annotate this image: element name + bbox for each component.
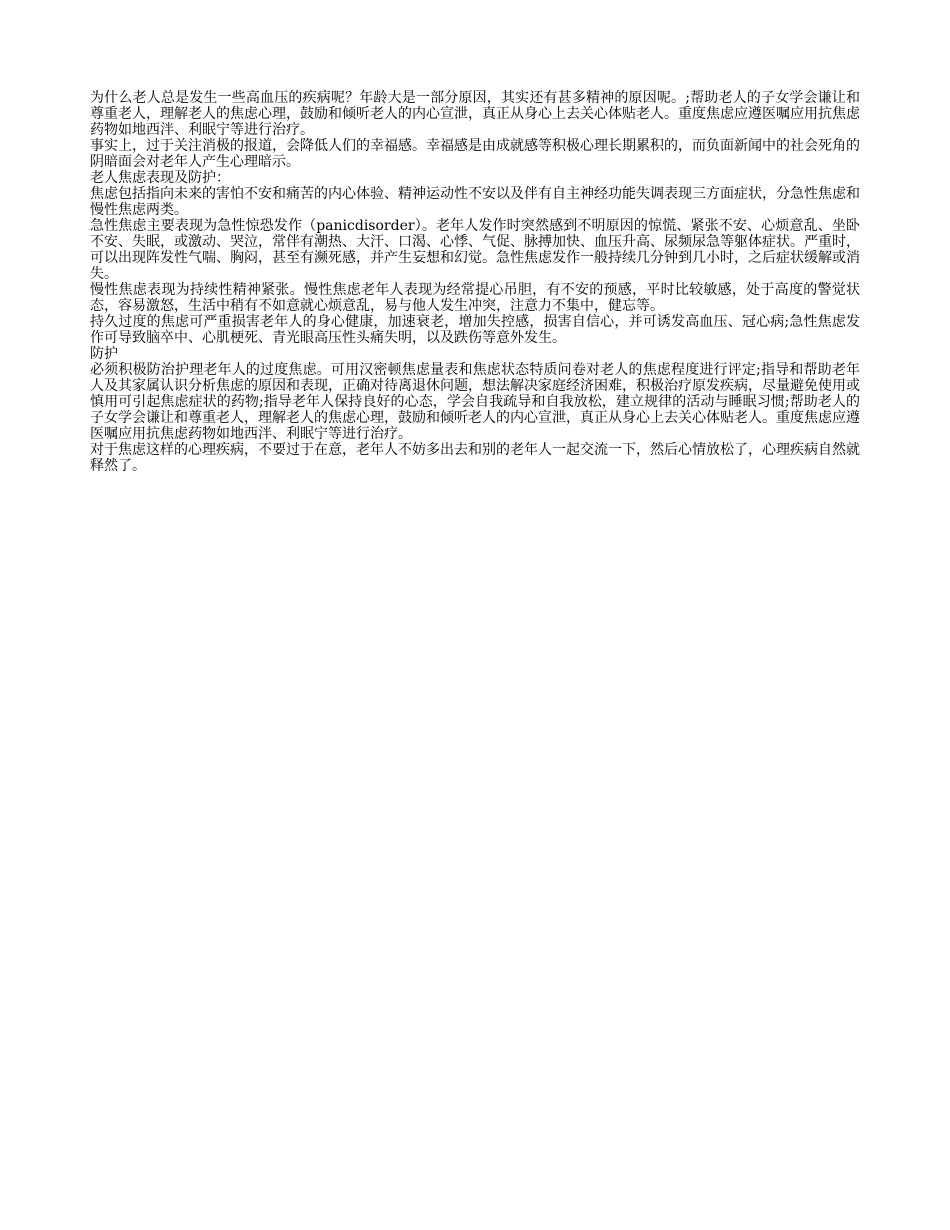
document-page: [90, 90, 860, 474]
negative-news-paragraph: 事实上，过于关注消极的报道，会降低人们的幸福感。幸福感是由成就感等积极心理长期累积的，而负面新闻中的社会死角的阴暗面会对老年人产生心理暗示。: [90, 138, 860, 170]
intro-paragraph: 为什么老人总是发生一些高血压的疾病呢？年龄大是一部分原因，其实还有甚多精神的原因呢。;帮助老人的子女学会谦让和尊重老人，理解老人的焦虑心理，鼓励和倾听老人的内心宣泄，真正从身心上去关心体贴老人。重度焦虑应遵医嘱应用抗焦虑药物如地西泮、利眠宁等进行治疗。: [90, 90, 860, 138]
acute-anxiety-paragraph: 急性焦虑主要表现为急性惊恐发作（panicdisorder）。老年人发作时突然感到不明原因的惊慌、紧张不安、心烦意乱、坐卧不安、失眠，或激动、哭泣，常伴有潮热、大汗、口渴、心悸、气促、脉搏加快、血压升高、尿频尿急等躯体症状。严重时，可以出现阵发性气喘、胸闷，甚至有濒死感，并产生妄想和幻觉。急性焦虑发作一般持续几分钟到几小时，之后症状缓解或消失。: [90, 218, 860, 282]
chronic-anxiety-paragraph: 慢性焦虑表现为持续性精神紧张。慢性焦虑老年人表现为经常提心吊胆，有不安的预感，平时比较敏感，处于高度的警觉状态，容易激怒，生活中稍有不如意就心烦意乱，易与他人发生冲突，注意力不集中，健忘等。: [90, 282, 860, 314]
section-heading-protection: 防护: [90, 346, 118, 362]
protection-paragraph: 必须积极防治护理老年人的过度焦虑。可用汉密顿焦虑量表和焦虑状态特质问卷对老人的焦虑程度进行评定;指导和帮助老年人及其家属认识分析焦虑的原因和表现，正确对待离退休问题，想法解决家庭经济困难，积极治疗原发疾病，尽量避免使用或慎用可引起焦虑症状的药物;指导老年人保持良好的心态，学会自我疏导和自我放松，建立规律的活动与睡眠习惯;帮助老人的子女学会谦让和尊重老人，理解老人的焦虑心理，鼓励和倾听老人的内心宣泄，真正从身心上去关心体贴老人。重度焦虑应遵医嘱应用抗焦虑药物如地西泮、利眠宁等进行治疗。: [90, 362, 860, 442]
anxiety-definition-paragraph: 焦虑包括指向未来的害怕不安和痛苦的内心体验、精神运动性不安以及伴有自主神经功能失调表现三方面症状，分急性焦虑和慢性焦虑两类。: [90, 186, 860, 218]
anxiety-harm-paragraph: 持久过度的焦虑可严重损害老年人的身心健康，加速衰老，增加失控感，损害自信心，并可诱发高血压、冠心病;急性焦虑发作可导致脑卒中、心肌梗死、青光眼高压性头痛失明，以及跌伤等意外发生。: [90, 314, 860, 346]
section-heading-symptoms: 老人焦虑表现及防护：: [90, 170, 230, 186]
conclusion-paragraph: 对于焦虑这样的心理疾病，不要过于在意，老年人不妨多出去和别的老年人一起交流一下，然后心情放松了，心理疾病自然就释然了。: [90, 442, 860, 474]
